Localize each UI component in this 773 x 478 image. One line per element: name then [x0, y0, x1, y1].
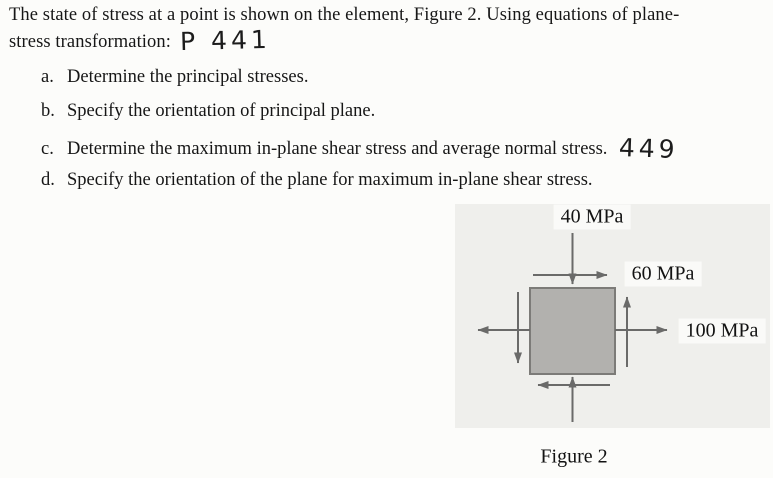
item-text: Determine the maximum in-plane shear stress and average normal stress. [67, 139, 608, 159]
list-item-d [41, 170, 593, 191]
problem-statement [9, 4, 769, 57]
item-marker: c. [41, 139, 54, 159]
list-item-b [41, 101, 375, 122]
intro-line-1: The state of stress at a point is shown on the element, Figure 2. Using equations of plane- [9, 5, 680, 25]
handwritten-note: 449 [618, 132, 680, 165]
stress-label-shear: 60 MPa [625, 262, 702, 287]
item-text: Specify the orientation of principal plane. [67, 101, 376, 121]
item-text: Specify the orientation of the plane for maximum in-plane shear stress. [67, 170, 593, 190]
list-item-c [41, 132, 680, 165]
handwritten-page-ref: P 441 [179, 24, 272, 57]
stress-element-figure [450, 196, 773, 478]
item-marker: a. [41, 67, 54, 87]
stress-label-sigma-y: 40 MPa [554, 205, 631, 230]
list-item-a [41, 67, 308, 88]
stress-label-sigma-x: 100 MPa [679, 319, 766, 344]
item-marker: d. [41, 170, 55, 190]
item-text: Determine the principal stresses. [67, 67, 309, 87]
stress-element-square [530, 288, 615, 374]
figure-caption: Figure 2 [540, 445, 608, 468]
item-marker: b. [41, 101, 55, 121]
intro-line-2: stress transformation: [9, 32, 171, 52]
